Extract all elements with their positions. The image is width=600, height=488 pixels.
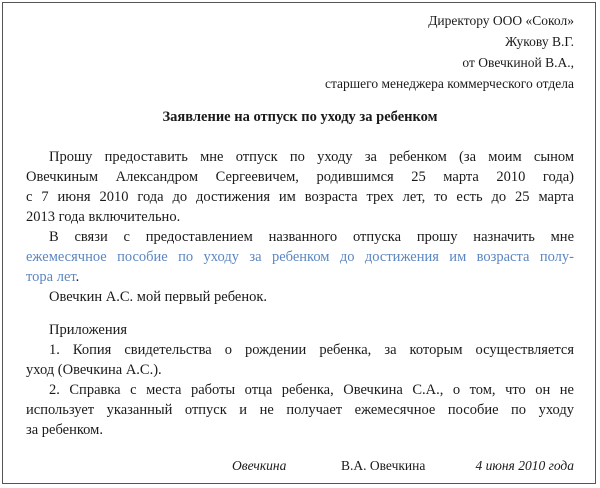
handwritten-signature: Овечкина [232,458,287,473]
body-p2-line-1: В связи с предоставлением названного отпуска прошу назначить мне [49,229,574,245]
addressee-line-1: Директору ООО «Сокол» [428,13,574,28]
body-p1-line-2: Овечкиным Александром Сергеевичем, родившимся 25 марта 2010 года) [26,169,574,185]
addressee-line-2: Жукову В.Г. [505,34,574,49]
benefit-link-line-2[interactable]: тора лет [26,269,76,285]
attachment-1-line-1: 1. Копия свидетельства о рождении ребенка, за которым осуществляется [49,342,574,358]
body-p2-line-3 [26,267,574,287]
body-p1-line-4: 2013 года включительно. [26,209,181,225]
body-p1-line-3: с 7 июня 2010 года до достижения им возраста трех лет, то есть до 25 марта [26,189,574,205]
attachment-2-line-3: за ребенком. [26,422,103,438]
attachments-heading: Приложения [49,322,128,338]
signatory-name: В.А. Овечкина [341,458,426,473]
benefit-link-line-1[interactable]: ежемесячное пособие по уходу за ребенком до достижения им возраста полу- [26,249,574,265]
body-p2-end: . [75,269,80,285]
document-title: Заявление на отпуск по уходу за ребенком [162,109,438,125]
body-p3: Овечкин А.С. мой первый ребенок. [49,289,268,305]
addressee-block [325,10,574,94]
addressee-line-3: от Овечкиной В.А., [462,55,574,70]
attachment-2-line-2: использует указанный отпуск и не получает ежемесячное пособие по уходу [26,402,574,418]
attachment-2-line-1: 2. Справка с места работы отца ребенка, Овечкина С.А., о том, что он не [49,382,574,398]
addressee-line-4: старшего менеджера коммерческого отдела [324,76,574,91]
attachment-1-line-2: уход (Овечкина А.С.). [26,362,162,378]
body-p1-line-1: Прошу предоставить мне отпуск по уходу за ребенком (за моим сыном [49,149,574,165]
signature-date: 4 июня 2010 года [475,458,574,473]
